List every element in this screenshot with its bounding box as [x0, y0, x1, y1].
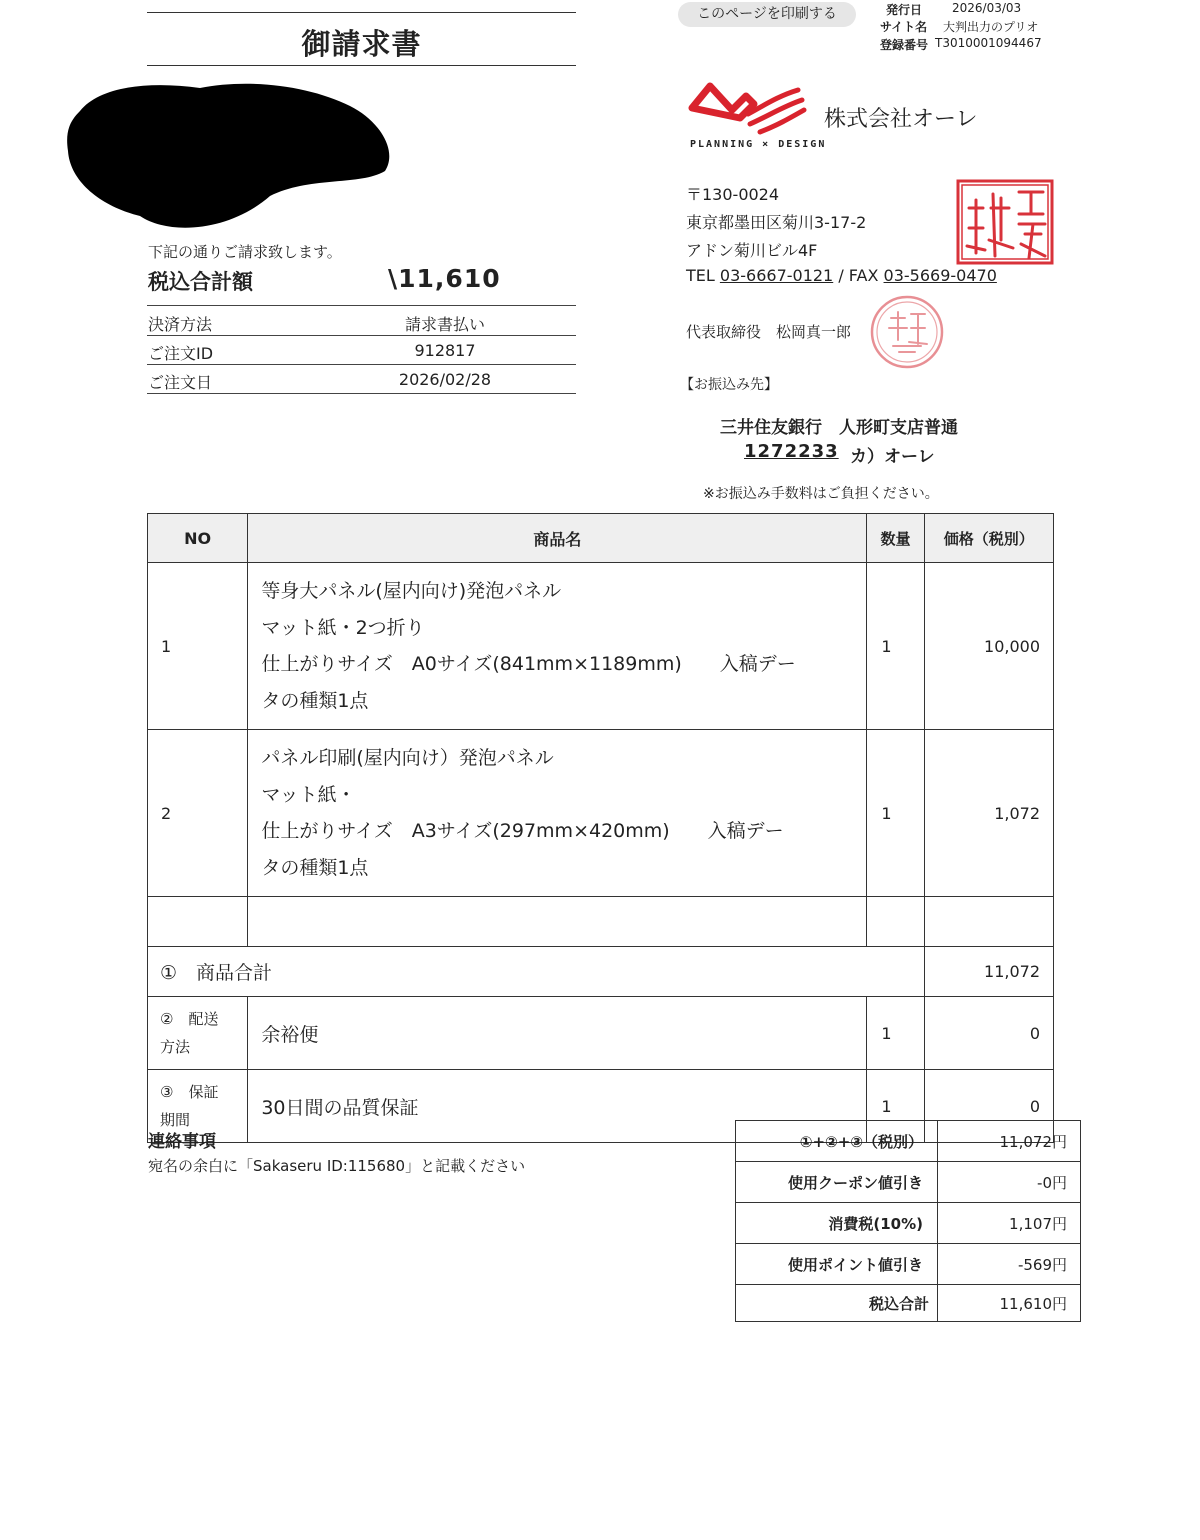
consumption-tax-label: 消費税(10%) [736, 1203, 938, 1244]
intro-text: 下記の通りご請求致します。 [148, 243, 342, 261]
subtotal-value: 11,072 [924, 947, 1053, 997]
shipping-row [148, 997, 1054, 1070]
item-name-line: タの種類1点 [261, 689, 369, 712]
header-price: 価格（税別） [924, 514, 1053, 563]
warranty-label-line: ③ 保証 [160, 1083, 219, 1101]
total-amount-value: \11,610 [388, 264, 501, 293]
title-rule-top [147, 12, 576, 13]
representative-seal-stamp-icon [865, 294, 947, 372]
registration-number-value: T3010001094467 [935, 36, 1042, 50]
registration-number-label: 登録番号 [880, 38, 929, 52]
item-name-line: タの種類1点 [261, 856, 369, 879]
payment-method-label: 決済方法 [148, 315, 213, 334]
table-header-row [148, 514, 1054, 563]
totals-row [736, 1203, 1081, 1244]
coupon-discount-value: -0円 [938, 1162, 1081, 1203]
shipping-label-line: 方法 [160, 1038, 191, 1056]
notes-text: 宛名の余白に「Sakaseru ID:115680」と記載ください [148, 1157, 526, 1175]
item-quantity: 1 [867, 730, 924, 897]
pretax-total-label: ①+②+③（税別） [736, 1121, 938, 1162]
company-seal-stamp-icon [955, 178, 1055, 266]
header-no: NO [148, 514, 248, 563]
totals-row [736, 1285, 1081, 1322]
totals-row [736, 1162, 1081, 1203]
representative: 代表取締役 松岡真一郎 [686, 323, 852, 341]
header-quantity: 数量 [867, 514, 924, 563]
consumption-tax-value: 1,107円 [938, 1203, 1081, 1244]
bank-fee-note: ※お振込み手数料はご負担ください。 [703, 486, 939, 502]
notes-title: 連絡事項 [148, 1132, 216, 1152]
shipping-method: 余裕便 [248, 997, 867, 1070]
document-title: 御請求書 [301, 27, 422, 61]
shipping-price: 0 [924, 997, 1053, 1070]
order-id-value: 912817 [414, 341, 476, 360]
item-name-line: マット紙・2つ折り [261, 616, 425, 639]
totals-row [736, 1244, 1081, 1285]
item-no: 2 [148, 730, 248, 897]
item-name-line: 仕上がりサイズ A0サイズ(841mm×1189mm) 入稿デー [261, 653, 796, 675]
redacted-recipient [60, 66, 400, 236]
item-name [248, 563, 867, 730]
table-row [148, 730, 1054, 897]
pretax-total-value: 11,072円 [938, 1121, 1081, 1162]
shipping-quantity: 1 [867, 997, 924, 1070]
coupon-discount-label: 使用クーポン値引き [736, 1162, 938, 1203]
order-date-label: ご注文日 [148, 373, 213, 392]
issue-date-value: 2026/03/03 [952, 1, 1022, 15]
header-product-name: 商品名 [248, 514, 867, 563]
bank-branch: 三井住友銀行 人形町支店普通 [720, 418, 958, 438]
totals-row [736, 1121, 1081, 1162]
items-table [147, 513, 1054, 1143]
order-id-label: ご注文ID [148, 344, 214, 363]
totals-table [735, 1120, 1081, 1322]
item-price: 1,072 [924, 730, 1053, 897]
company-logo-icon [688, 76, 808, 136]
item-name-line: マット紙・ [261, 783, 356, 806]
tel-label: TEL [686, 266, 720, 285]
logo-subtitle: PLANNING × DESIGN [690, 139, 827, 150]
summary-rule [147, 364, 576, 365]
item-no: 1 [148, 563, 248, 730]
item-name-line: 等身大パネル(屋内向け)発泡パネル [261, 580, 562, 602]
summary-rule [147, 305, 576, 306]
print-page-button[interactable]: このページを印刷する [678, 2, 856, 27]
issue-date-label: 発行日 [886, 3, 923, 17]
bank-account-holder: カ）オーレ [850, 447, 935, 467]
fax-label: / FAX [833, 266, 884, 285]
point-discount-value: -569円 [938, 1244, 1081, 1285]
subtotal-label: ① 商品合計 [148, 947, 925, 997]
point-discount-label: 使用ポイント値引き [736, 1244, 938, 1285]
warranty-quantity: 1 [867, 1070, 924, 1143]
item-price: 10,000 [924, 563, 1053, 730]
item-name-line: パネル印刷(屋内向け）発泡パネル [261, 747, 554, 769]
bank-account-number: 1272233 [744, 441, 839, 462]
shipping-label [148, 997, 248, 1070]
site-name-label: サイト名 [880, 20, 928, 34]
subtotal-row [148, 947, 1054, 997]
item-quantity: 1 [867, 563, 924, 730]
empty-row [148, 897, 1054, 947]
item-name [248, 730, 867, 897]
company-name: 株式会社オーレ [824, 107, 978, 132]
shipping-label-line: ② 配送 [160, 1010, 219, 1028]
warranty-price: 0 [924, 1070, 1053, 1143]
total-amount-label: 税込合計額 [148, 270, 253, 294]
payment-method-value: 請求書払い [404, 315, 485, 334]
warranty-period: 30日間の品質保証 [248, 1070, 867, 1143]
summary-rule [147, 335, 576, 336]
address-line-2: アドン菊川ビル4F [686, 241, 818, 260]
order-date-value: 2026/02/28 [398, 370, 492, 389]
summary-rule [147, 393, 576, 394]
grand-total-value: 11,610円 [938, 1285, 1081, 1322]
fax-link[interactable]: 03-5669-0470 [883, 266, 997, 285]
table-row [148, 563, 1054, 730]
warranty-label-line: 期間 [160, 1111, 191, 1129]
grand-total-label: 税込合計 [736, 1285, 938, 1322]
tel-link[interactable]: 03-6667-0121 [719, 266, 834, 285]
site-name-value: 大判出力のプリオ [943, 20, 1039, 34]
address-line-1: 東京都墨田区菊川3-17-2 [686, 213, 867, 232]
bank-heading: 【お振込み先】 [680, 377, 778, 393]
contact-line [686, 266, 997, 285]
item-name-line: 仕上がりサイズ A3サイズ(297mm×420mm) 入稿デー [261, 820, 784, 842]
postal-code: 〒130-0024 [686, 185, 780, 204]
